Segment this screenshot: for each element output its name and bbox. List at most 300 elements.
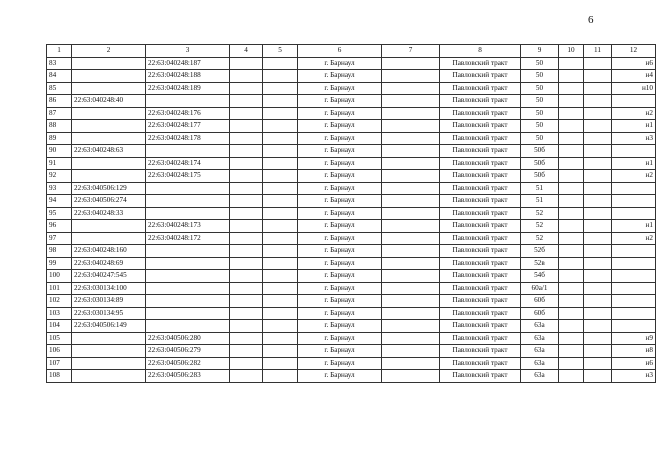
empty-cell bbox=[559, 132, 584, 145]
column-header: 8 bbox=[440, 45, 521, 58]
city-cell: г. Барнаул bbox=[298, 207, 382, 220]
street-cell: Павловский тракт bbox=[440, 295, 521, 308]
street-cell: Павловский тракт bbox=[440, 70, 521, 83]
cadastral-number-cell: 22:63:040248:174 bbox=[146, 157, 230, 170]
premises-cell: н1 bbox=[612, 220, 656, 233]
empty-cell bbox=[263, 320, 298, 333]
empty-cell bbox=[263, 295, 298, 308]
empty-cell bbox=[584, 107, 612, 120]
cadastral-number-cell bbox=[146, 282, 230, 295]
premises-cell: н2 bbox=[612, 232, 656, 245]
cadastral-number-cell bbox=[146, 182, 230, 195]
empty-cell bbox=[559, 145, 584, 158]
row-number-cell: 96 bbox=[47, 220, 72, 233]
cadastral-number-cell bbox=[146, 207, 230, 220]
cadastral-number-cell: 22:63:040248:173 bbox=[146, 220, 230, 233]
empty-cell bbox=[230, 57, 263, 70]
empty-cell bbox=[559, 170, 584, 183]
cadastral-number-cell: 22:63:040248:172 bbox=[146, 232, 230, 245]
cadastral-number-cell: 22:63:040248:160 bbox=[72, 245, 146, 258]
city-cell: г. Барнаул bbox=[298, 145, 382, 158]
city-cell: г. Барнаул bbox=[298, 357, 382, 370]
cadastral-number-cell: 22:63:040248:63 bbox=[72, 145, 146, 158]
city-cell: г. Барнаул bbox=[298, 70, 382, 83]
empty-cell bbox=[559, 57, 584, 70]
column-header: 9 bbox=[521, 45, 559, 58]
cadastral-number-cell bbox=[72, 107, 146, 120]
empty-cell bbox=[584, 95, 612, 108]
premises-cell: н2 bbox=[612, 170, 656, 183]
row-number-cell: 105 bbox=[47, 332, 72, 345]
street-cell: Павловский тракт bbox=[440, 157, 521, 170]
house-number-cell: 54б bbox=[521, 270, 559, 283]
city-cell: г. Барнаул bbox=[298, 107, 382, 120]
empty-cell bbox=[382, 245, 440, 258]
table-row bbox=[47, 270, 656, 283]
table-row bbox=[47, 282, 656, 295]
premises-cell bbox=[612, 295, 656, 308]
premises-cell bbox=[612, 257, 656, 270]
empty-cell bbox=[584, 357, 612, 370]
row-number-cell: 84 bbox=[47, 70, 72, 83]
city-cell: г. Барнаул bbox=[298, 332, 382, 345]
table-row bbox=[47, 332, 656, 345]
cadastral-number-cell bbox=[146, 257, 230, 270]
empty-cell bbox=[263, 57, 298, 70]
street-cell: Павловский тракт bbox=[440, 357, 521, 370]
street-cell: Павловский тракт bbox=[440, 207, 521, 220]
table-row bbox=[47, 57, 656, 70]
empty-cell bbox=[382, 207, 440, 220]
city-cell: г. Барнаул bbox=[298, 307, 382, 320]
premises-cell bbox=[612, 182, 656, 195]
street-cell: Павловский тракт bbox=[440, 370, 521, 383]
empty-cell bbox=[230, 295, 263, 308]
table-row bbox=[47, 370, 656, 383]
empty-cell bbox=[584, 232, 612, 245]
page-number: 6 bbox=[588, 14, 594, 26]
house-number-cell: 52 bbox=[521, 207, 559, 220]
cadastral-number-cell: 22:63:040248:176 bbox=[146, 107, 230, 120]
house-number-cell: 50 bbox=[521, 132, 559, 145]
house-number-cell: 50 bbox=[521, 95, 559, 108]
empty-cell bbox=[263, 245, 298, 258]
table-row bbox=[47, 145, 656, 158]
empty-cell bbox=[263, 207, 298, 220]
city-cell: г. Барнаул bbox=[298, 245, 382, 258]
street-cell: Павловский тракт bbox=[440, 195, 521, 208]
table-row bbox=[47, 195, 656, 208]
city-cell: г. Барнаул bbox=[298, 120, 382, 133]
cadastral-number-cell bbox=[146, 270, 230, 283]
row-number-cell: 97 bbox=[47, 232, 72, 245]
empty-cell bbox=[263, 195, 298, 208]
cadastral-number-cell: 22:63:040248:189 bbox=[146, 82, 230, 95]
cadastral-number-cell: 22:63:040506:280 bbox=[146, 332, 230, 345]
house-number-cell: 50 bbox=[521, 57, 559, 70]
house-number-cell: 50б bbox=[521, 170, 559, 183]
empty-cell bbox=[382, 57, 440, 70]
street-cell: Павловский тракт bbox=[440, 57, 521, 70]
empty-cell bbox=[263, 182, 298, 195]
city-cell: г. Барнаул bbox=[298, 195, 382, 208]
city-cell: г. Барнаул bbox=[298, 157, 382, 170]
street-cell: Павловский тракт bbox=[440, 282, 521, 295]
premises-cell bbox=[612, 145, 656, 158]
city-cell: г. Барнаул bbox=[298, 270, 382, 283]
empty-cell bbox=[559, 332, 584, 345]
empty-cell bbox=[263, 132, 298, 145]
table-row bbox=[47, 257, 656, 270]
empty-cell bbox=[382, 232, 440, 245]
table-row bbox=[47, 345, 656, 358]
city-cell: г. Барнаул bbox=[298, 182, 382, 195]
street-cell: Павловский тракт bbox=[440, 257, 521, 270]
row-number-cell: 88 bbox=[47, 120, 72, 133]
street-cell: Павловский тракт bbox=[440, 107, 521, 120]
column-header: 4 bbox=[230, 45, 263, 58]
table-body bbox=[47, 45, 656, 383]
street-cell: Павловский тракт bbox=[440, 270, 521, 283]
empty-cell bbox=[263, 70, 298, 83]
premises-cell bbox=[612, 320, 656, 333]
house-number-cell: 52 bbox=[521, 220, 559, 233]
empty-cell bbox=[263, 307, 298, 320]
empty-cell bbox=[382, 120, 440, 133]
cadastral-number-cell: 22:63:040248:40 bbox=[72, 95, 146, 108]
empty-cell bbox=[382, 145, 440, 158]
cadastral-number-cell bbox=[146, 295, 230, 308]
house-number-cell: 63а bbox=[521, 345, 559, 358]
cadastral-number-cell bbox=[72, 57, 146, 70]
row-number-cell: 87 bbox=[47, 107, 72, 120]
house-number-cell: 63а bbox=[521, 357, 559, 370]
empty-cell bbox=[382, 282, 440, 295]
empty-cell bbox=[584, 370, 612, 383]
cadastral-number-cell bbox=[72, 220, 146, 233]
cadastral-number-cell: 22:63:040506:274 bbox=[72, 195, 146, 208]
table-row bbox=[47, 95, 656, 108]
empty-cell bbox=[584, 270, 612, 283]
empty-cell bbox=[382, 307, 440, 320]
column-header: 6 bbox=[298, 45, 382, 58]
empty-cell bbox=[584, 257, 612, 270]
city-cell: г. Барнаул bbox=[298, 320, 382, 333]
empty-cell bbox=[559, 120, 584, 133]
empty-cell bbox=[263, 107, 298, 120]
table-row bbox=[47, 120, 656, 133]
street-cell: Павловский тракт bbox=[440, 82, 521, 95]
city-cell: г. Барнаул bbox=[298, 282, 382, 295]
column-header: 12 bbox=[612, 45, 656, 58]
empty-cell bbox=[382, 107, 440, 120]
cadastral-number-cell bbox=[72, 70, 146, 83]
empty-cell bbox=[230, 232, 263, 245]
empty-cell bbox=[559, 257, 584, 270]
row-number-cell: 107 bbox=[47, 357, 72, 370]
street-cell: Павловский тракт bbox=[440, 170, 521, 183]
row-number-cell: 103 bbox=[47, 307, 72, 320]
empty-cell bbox=[584, 120, 612, 133]
cadastral-number-cell bbox=[146, 245, 230, 258]
street-cell: Павловский тракт bbox=[440, 345, 521, 358]
cadastral-number-cell bbox=[146, 145, 230, 158]
empty-cell bbox=[263, 220, 298, 233]
column-header: 2 bbox=[72, 45, 146, 58]
street-cell: Павловский тракт bbox=[440, 120, 521, 133]
empty-cell bbox=[584, 57, 612, 70]
empty-cell bbox=[382, 170, 440, 183]
premises-cell: н10 bbox=[612, 82, 656, 95]
row-number-cell: 101 bbox=[47, 282, 72, 295]
table-row bbox=[47, 232, 656, 245]
row-number-cell: 99 bbox=[47, 257, 72, 270]
city-cell: г. Барнаул bbox=[298, 257, 382, 270]
empty-cell bbox=[263, 145, 298, 158]
row-number-cell: 93 bbox=[47, 182, 72, 195]
empty-cell bbox=[584, 320, 612, 333]
empty-cell bbox=[559, 195, 584, 208]
premises-cell: н8 bbox=[612, 345, 656, 358]
premises-cell: н1 bbox=[612, 157, 656, 170]
row-number-cell: 106 bbox=[47, 345, 72, 358]
empty-cell bbox=[263, 357, 298, 370]
house-number-cell: 52 bbox=[521, 232, 559, 245]
empty-cell bbox=[584, 70, 612, 83]
empty-cell bbox=[230, 107, 263, 120]
column-header: 11 bbox=[584, 45, 612, 58]
house-number-cell: 60б bbox=[521, 295, 559, 308]
city-cell: г. Барнаул bbox=[298, 132, 382, 145]
column-header: 1 bbox=[47, 45, 72, 58]
empty-cell bbox=[584, 145, 612, 158]
empty-cell bbox=[559, 320, 584, 333]
empty-cell bbox=[559, 282, 584, 295]
empty-cell bbox=[559, 295, 584, 308]
table-row bbox=[47, 170, 656, 183]
table-row bbox=[47, 107, 656, 120]
empty-cell bbox=[382, 95, 440, 108]
house-number-cell: 60б bbox=[521, 307, 559, 320]
house-number-cell: 51 bbox=[521, 195, 559, 208]
row-number-cell: 95 bbox=[47, 207, 72, 220]
city-cell: г. Барнаул bbox=[298, 370, 382, 383]
cadastral-number-cell: 22:63:040248:33 bbox=[72, 207, 146, 220]
empty-cell bbox=[584, 282, 612, 295]
register-table bbox=[46, 44, 656, 383]
empty-cell bbox=[382, 270, 440, 283]
empty-cell bbox=[230, 282, 263, 295]
table-header-row bbox=[47, 45, 656, 58]
column-header: 3 bbox=[146, 45, 230, 58]
cadastral-number-cell: 22:63:040248:187 bbox=[146, 57, 230, 70]
cadastral-number-cell bbox=[72, 232, 146, 245]
street-cell: Павловский тракт bbox=[440, 332, 521, 345]
house-number-cell: 63а bbox=[521, 320, 559, 333]
empty-cell bbox=[230, 195, 263, 208]
cadastral-number-cell bbox=[72, 157, 146, 170]
cadastral-number-cell bbox=[72, 345, 146, 358]
city-cell: г. Барнаул bbox=[298, 220, 382, 233]
street-cell: Павловский тракт bbox=[440, 245, 521, 258]
column-header: 5 bbox=[263, 45, 298, 58]
empty-cell bbox=[230, 357, 263, 370]
premises-cell bbox=[612, 207, 656, 220]
empty-cell bbox=[263, 170, 298, 183]
table-row bbox=[47, 357, 656, 370]
empty-cell bbox=[263, 370, 298, 383]
empty-cell bbox=[230, 245, 263, 258]
empty-cell bbox=[382, 195, 440, 208]
empty-cell bbox=[230, 207, 263, 220]
empty-cell bbox=[584, 170, 612, 183]
column-header: 10 bbox=[559, 45, 584, 58]
premises-cell: н3 bbox=[612, 132, 656, 145]
premises-cell bbox=[612, 270, 656, 283]
empty-cell bbox=[230, 182, 263, 195]
row-number-cell: 90 bbox=[47, 145, 72, 158]
empty-cell bbox=[263, 232, 298, 245]
empty-cell bbox=[559, 370, 584, 383]
house-number-cell: 50 bbox=[521, 70, 559, 83]
cadastral-number-cell: 22:63:040248:69 bbox=[72, 257, 146, 270]
row-number-cell: 86 bbox=[47, 95, 72, 108]
table-row bbox=[47, 307, 656, 320]
empty-cell bbox=[263, 95, 298, 108]
empty-cell bbox=[559, 232, 584, 245]
cadastral-number-cell: 22:63:040248:188 bbox=[146, 70, 230, 83]
empty-cell bbox=[584, 195, 612, 208]
empty-cell bbox=[382, 82, 440, 95]
empty-cell bbox=[263, 157, 298, 170]
cadastral-number-cell: 22:63:040506:149 bbox=[72, 320, 146, 333]
empty-cell bbox=[559, 157, 584, 170]
row-number-cell: 83 bbox=[47, 57, 72, 70]
cadastral-number-cell: 22:63:030134:100 bbox=[72, 282, 146, 295]
city-cell: г. Барнаул bbox=[298, 82, 382, 95]
empty-cell bbox=[382, 220, 440, 233]
empty-cell bbox=[263, 82, 298, 95]
row-number-cell: 98 bbox=[47, 245, 72, 258]
empty-cell bbox=[230, 145, 263, 158]
empty-cell bbox=[382, 132, 440, 145]
street-cell: Павловский тракт bbox=[440, 182, 521, 195]
street-cell: Павловский тракт bbox=[440, 95, 521, 108]
empty-cell bbox=[263, 282, 298, 295]
street-cell: Павловский тракт bbox=[440, 307, 521, 320]
row-number-cell: 108 bbox=[47, 370, 72, 383]
empty-cell bbox=[559, 182, 584, 195]
empty-cell bbox=[230, 132, 263, 145]
cadastral-number-cell bbox=[72, 132, 146, 145]
street-cell: Павловский тракт bbox=[440, 232, 521, 245]
empty-cell bbox=[263, 345, 298, 358]
empty-cell bbox=[584, 295, 612, 308]
house-number-cell: 51 bbox=[521, 182, 559, 195]
premises-cell bbox=[612, 195, 656, 208]
row-number-cell: 92 bbox=[47, 170, 72, 183]
empty-cell bbox=[382, 182, 440, 195]
row-number-cell: 91 bbox=[47, 157, 72, 170]
empty-cell bbox=[584, 207, 612, 220]
premises-cell: н1 bbox=[612, 120, 656, 133]
city-cell: г. Барнаул bbox=[298, 170, 382, 183]
house-number-cell: 50б bbox=[521, 157, 559, 170]
empty-cell bbox=[584, 82, 612, 95]
table-row bbox=[47, 245, 656, 258]
empty-cell bbox=[382, 332, 440, 345]
empty-cell bbox=[230, 320, 263, 333]
cadastral-number-cell bbox=[146, 320, 230, 333]
empty-cell bbox=[559, 220, 584, 233]
empty-cell bbox=[584, 220, 612, 233]
empty-cell bbox=[584, 345, 612, 358]
table-row bbox=[47, 207, 656, 220]
cadastral-number-cell: 22:63:040248:177 bbox=[146, 120, 230, 133]
cadastral-number-cell bbox=[72, 120, 146, 133]
city-cell: г. Барнаул bbox=[298, 232, 382, 245]
table-row bbox=[47, 82, 656, 95]
city-cell: г. Барнаул bbox=[298, 57, 382, 70]
empty-cell bbox=[584, 307, 612, 320]
empty-cell bbox=[382, 70, 440, 83]
cadastral-number-cell bbox=[72, 82, 146, 95]
premises-cell bbox=[612, 307, 656, 320]
empty-cell bbox=[230, 270, 263, 283]
cadastral-number-cell bbox=[146, 307, 230, 320]
cadastral-number-cell: 22:63:040506:282 bbox=[146, 357, 230, 370]
empty-cell bbox=[559, 357, 584, 370]
empty-cell bbox=[230, 157, 263, 170]
cadastral-number-cell bbox=[72, 332, 146, 345]
cadastral-number-cell bbox=[72, 357, 146, 370]
empty-cell bbox=[230, 370, 263, 383]
empty-cell bbox=[382, 370, 440, 383]
house-number-cell: 63а bbox=[521, 370, 559, 383]
empty-cell bbox=[559, 345, 584, 358]
empty-cell bbox=[584, 245, 612, 258]
premises-cell bbox=[612, 245, 656, 258]
city-cell: г. Барнаул bbox=[298, 295, 382, 308]
street-cell: Павловский тракт bbox=[440, 220, 521, 233]
city-cell: г. Барнаул bbox=[298, 95, 382, 108]
empty-cell bbox=[263, 332, 298, 345]
row-number-cell: 89 bbox=[47, 132, 72, 145]
premises-cell: н2 bbox=[612, 107, 656, 120]
premises-cell: н3 bbox=[612, 370, 656, 383]
cadastral-number-cell bbox=[72, 370, 146, 383]
street-cell: Павловский тракт bbox=[440, 320, 521, 333]
cadastral-number-cell: 22:63:040248:178 bbox=[146, 132, 230, 145]
premises-cell: н6 bbox=[612, 357, 656, 370]
premises-cell: н9 bbox=[612, 332, 656, 345]
empty-cell bbox=[263, 270, 298, 283]
table-row bbox=[47, 182, 656, 195]
house-number-cell: 50б bbox=[521, 145, 559, 158]
row-number-cell: 94 bbox=[47, 195, 72, 208]
empty-cell bbox=[382, 157, 440, 170]
cadastral-number-cell: 22:63:040506:129 bbox=[72, 182, 146, 195]
row-number-cell: 102 bbox=[47, 295, 72, 308]
empty-cell bbox=[230, 95, 263, 108]
table-row bbox=[47, 157, 656, 170]
table-row bbox=[47, 220, 656, 233]
empty-cell bbox=[559, 95, 584, 108]
empty-cell bbox=[230, 82, 263, 95]
empty-cell bbox=[584, 132, 612, 145]
empty-cell bbox=[382, 257, 440, 270]
row-number-cell: 100 bbox=[47, 270, 72, 283]
